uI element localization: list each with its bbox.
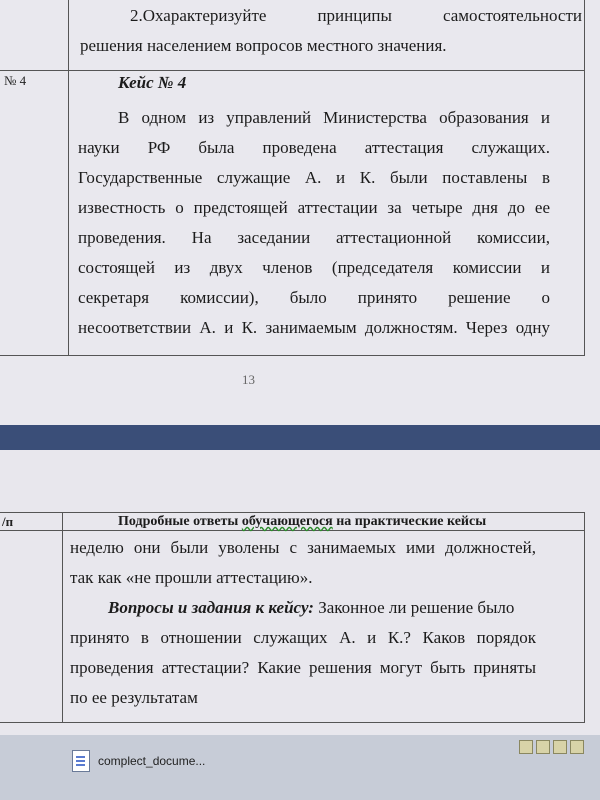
- case-text-line-8: несоответствии А. и К. занимаемым должностям. Через одну: [78, 318, 550, 337]
- table-top-border: [0, 70, 585, 71]
- task-line-1: 2.Охарактеризуйте принципы самостоятельности: [130, 6, 582, 25]
- table-column-divider-2: [62, 512, 63, 723]
- header-top-border: [0, 512, 585, 513]
- taskbar-document-button[interactable]: [72, 745, 212, 777]
- questions-line-4: по ее результатам: [70, 688, 198, 707]
- page-gap: [0, 425, 600, 450]
- row-number: № 4: [4, 73, 27, 88]
- header-rest-text: на практические кейсы: [332, 514, 487, 529]
- answer-line-1: неделю они были уволены с занимаемых ими должностей,: [70, 538, 536, 557]
- column-number-header: /п: [2, 514, 14, 529]
- case-title: Кейс № 4: [118, 73, 187, 92]
- outline-icon[interactable]: [570, 740, 584, 754]
- questions-label: Вопросы и задания к кейсу:: [108, 598, 314, 617]
- questions-line-3: проведения аттестации? Какие решения могут быть приняты: [70, 658, 536, 677]
- case-text-line-2: науки РФ была проведена аттестация служащих.: [78, 138, 550, 157]
- case-text-line-6: состоящей из двух членов (председателя комиссии и: [78, 258, 550, 277]
- task-line-2: решения населением вопросов местного значения.: [80, 36, 447, 55]
- header-bottom-border: [0, 530, 585, 531]
- questions-line-2: принято в отношении служащих А. и К.? Каков порядок: [70, 628, 536, 647]
- answer-line-2: так как «не прошли аттестацию».: [70, 568, 313, 587]
- document-page-2: [0, 450, 600, 735]
- questions-line-1: [108, 598, 514, 618]
- table-right-border: [584, 0, 585, 356]
- document-icon: [72, 750, 90, 772]
- taskbar-document-label: complect_docume...: [98, 754, 206, 768]
- header-underlined-word: обучающегося: [241, 514, 333, 529]
- table-column-divider: [68, 0, 69, 356]
- case-text-line-1: В одном из управлений Министерства образования и: [118, 108, 550, 127]
- case-text-line-7: секретаря комиссии), было принято решение о: [78, 288, 550, 307]
- answers-column-header: [118, 514, 486, 530]
- full-screen-icon[interactable]: [536, 740, 550, 754]
- header-plain-text: Подробные ответы: [118, 514, 242, 529]
- case-text-line-4: известность о предстоящей аттестации за четыре дня до ее: [78, 198, 550, 217]
- case-text-line-5: проведения. На заседании аттестационной комиссии,: [78, 228, 550, 247]
- table-right-border-2: [584, 512, 585, 723]
- web-layout-icon[interactable]: [553, 740, 567, 754]
- table-bottom-border: [0, 355, 585, 356]
- view-mode-icons: [519, 740, 584, 754]
- print-layout-icon[interactable]: [519, 740, 533, 754]
- table-bottom-border-2: [0, 722, 585, 723]
- case-text-line-3: Государственные служащие А. и К. были поставлены в: [78, 168, 550, 187]
- page-number: 13: [242, 372, 255, 387]
- questions-first-text: Законное ли решение было: [313, 598, 515, 617]
